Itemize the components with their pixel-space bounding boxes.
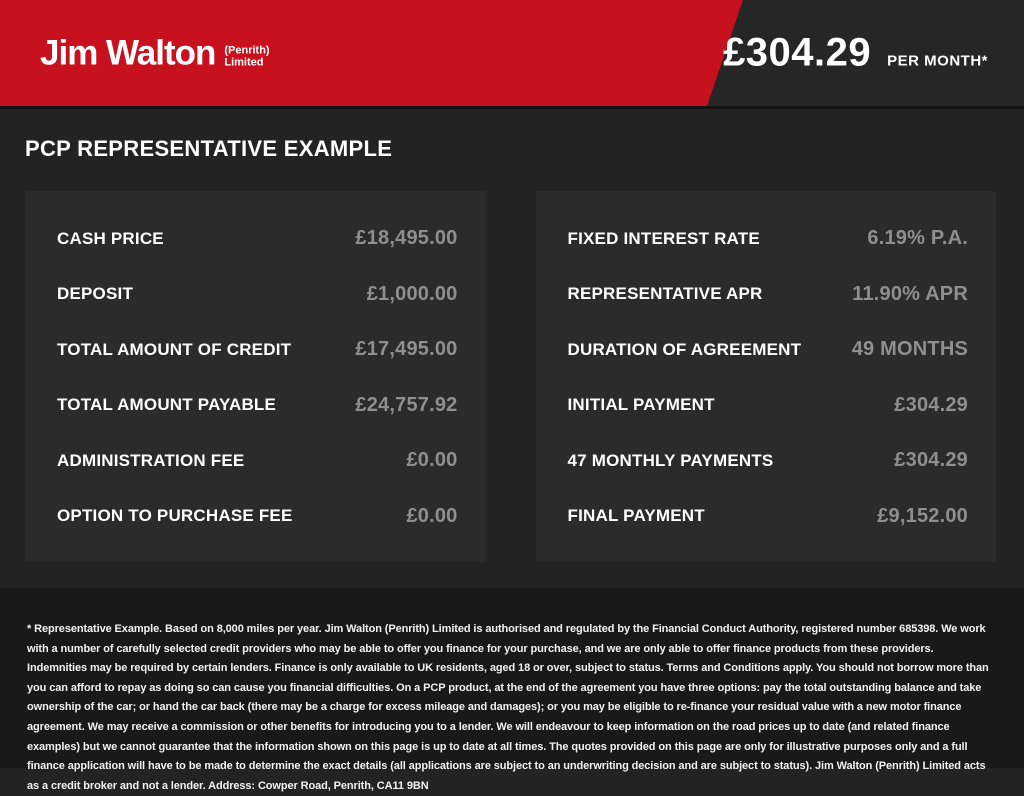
row-value: £304.29 — [894, 449, 968, 472]
row-label: ADMINISTRATION FEE — [57, 450, 245, 470]
table-row — [568, 378, 969, 434]
row-label: TOTAL AMOUNT OF CREDIT — [57, 339, 292, 359]
row-label: OPTION TO PURCHASE FEE — [57, 506, 293, 526]
brand-name: Jim Walton — [40, 33, 216, 73]
row-value: 49 MONTHS — [851, 338, 968, 361]
row-value: £18,495.00 — [355, 227, 458, 250]
row-label: 47 MONTHLY PAYMENTS — [567, 450, 774, 470]
legal-footer — [0, 588, 1024, 792]
finance-panel-right — [536, 191, 997, 562]
row-value: £1,000.00 — [366, 282, 458, 305]
brand-logo[interactable] — [40, 33, 270, 73]
table-row — [57, 489, 458, 545]
row-value: £9,152.00 — [877, 504, 968, 527]
monthly-price: £304.29 — [723, 30, 872, 75]
row-label: TOTAL AMOUNT PAYABLE — [57, 395, 277, 415]
row-value: 6.19% P.A. — [867, 227, 968, 250]
row-label: FINAL PAYMENT — [567, 506, 705, 526]
table-row — [568, 322, 969, 378]
finance-example-panels — [25, 191, 996, 562]
table-row — [57, 267, 458, 323]
row-label: DEPOSIT — [57, 284, 134, 304]
row-value: £24,757.92 — [355, 393, 458, 416]
monthly-price-suffix: PER MONTH* — [887, 52, 988, 70]
row-value: £0.00 — [406, 449, 458, 472]
row-value: £17,495.00 — [355, 338, 458, 361]
table-row — [57, 322, 458, 378]
brand-suffix — [224, 38, 269, 68]
brand-suffix-line2: Limited — [224, 56, 264, 68]
row-label: CASH PRICE — [57, 228, 164, 248]
row-value: £304.29 — [894, 393, 968, 416]
page-title: PCP REPRESENTATIVE EXAMPLE — [25, 136, 393, 161]
table-row — [568, 489, 969, 545]
row-label: FIXED INTEREST RATE — [567, 228, 760, 248]
row-label: DURATION OF AGREEMENT — [567, 339, 802, 359]
table-row — [57, 211, 458, 267]
row-value: £0.00 — [406, 504, 458, 527]
site-header — [0, 0, 1024, 109]
representative-example-disclaimer: * Representative Example. Based on 8,000 miles per year. Jim Walton (Penrith) Limited is authorised and regulated by the Financial Conduct Authority, registered number 685398. We work with a number of carefully selected credit providers who may be able to offer you finance for your purchase, and we are only able to offer finance products from these providers. Indemnities may be required by certain lenders. Finance is only available to UK residents, aged 18 or over, subject to status. Terms and Conditions apply. You should not borrow more than you can afford to repay as doing so can cause you financial difficulties. On a PCP product, at the end of the agreement you have three options: pay the total outstanding balance and take ownership of the car; or hand the car back (there may be a charge for excess mileage and damages); or you may be eligible to re-finance your residual value with a new motor finance agreement. We may receive a commission or other benefits for introducing you to a lender. We will endeavour to keep information on the road prices up to date (and related finance examples) but we cannot guarantee that the information shown on this page is up to date at all times. The quotes provided on this page are only for illustrative purposes only and a full finance application will have to be made to determine the exact details (all applications are subject to an underwriting decision and are subject to status). Jim Walton (Penrith) Limited acts as a credit broker and not a lender. Address: Cowper Road, Penrith, CA11 9BN — [27, 623, 989, 792]
row-label: INITIAL PAYMENT — [567, 395, 715, 415]
table-row — [57, 433, 458, 489]
row-value: 11.90% APR — [852, 282, 968, 305]
brand-suffix-line1: (Penrith) — [224, 44, 270, 56]
table-row — [568, 211, 969, 267]
table-row — [568, 433, 969, 489]
monthly-price-block — [723, 31, 988, 76]
row-label: REPRESENTATIVE APR — [567, 284, 763, 304]
finance-panel-left — [25, 191, 486, 562]
table-row — [57, 378, 458, 434]
table-row — [568, 267, 969, 323]
